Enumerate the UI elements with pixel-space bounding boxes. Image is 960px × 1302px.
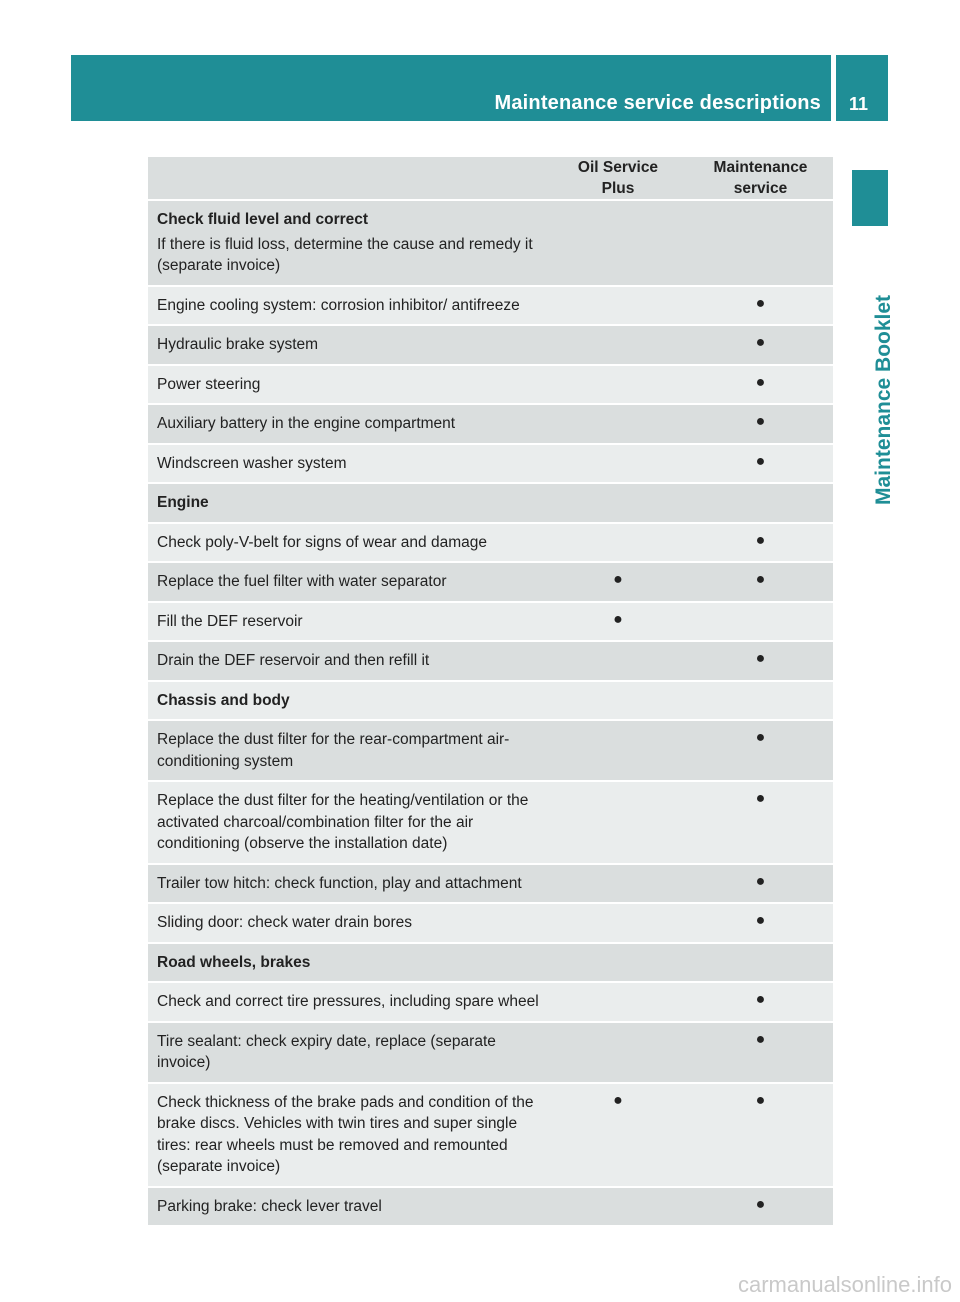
- maintenance-service-mark: ●: [688, 563, 833, 601]
- oil-service-plus-mark: [548, 287, 688, 325]
- row-description: [148, 983, 548, 1021]
- oil-service-plus-mark: [548, 721, 688, 780]
- section-heading: Engine: [157, 494, 209, 511]
- oil-service-plus-mark: [548, 642, 688, 680]
- oil-service-plus-mark: [548, 405, 688, 443]
- oil-service-plus-mark: [548, 326, 688, 364]
- row-description: [148, 524, 548, 562]
- row-description: [148, 1023, 548, 1082]
- table-row: [148, 983, 833, 1021]
- header-description: [148, 157, 548, 199]
- table-row: [148, 721, 833, 780]
- row-text: Replace the dust filter for the heating/ventilation or the activated charcoal/combination filter for the air conditioning (observe the installation date): [157, 792, 529, 852]
- section-row: [148, 682, 833, 720]
- row-text: Engine cooling system: corrosion inhibitor/ antifreeze: [157, 296, 520, 314]
- row-description: [148, 944, 548, 982]
- maintenance-service-mark: ●: [688, 782, 833, 863]
- row-description: [148, 326, 548, 364]
- maintenance-service-mark: ●: [688, 1023, 833, 1082]
- row-text: Tire sealant: check expiry date, replace (separate invoice): [157, 1032, 496, 1071]
- oil-service-plus-mark: [548, 983, 688, 1021]
- row-description: [148, 445, 548, 483]
- oil-service-plus-mark: [548, 1188, 688, 1226]
- row-description: [148, 642, 548, 680]
- table-row: [148, 642, 833, 680]
- section-heading: Road wheels, brakes: [157, 953, 311, 971]
- row-description: [148, 603, 548, 641]
- table-body: [148, 201, 833, 1225]
- side-tab: [852, 170, 888, 226]
- side-label: Maintenance Booklet: [872, 294, 895, 505]
- table-row: [148, 782, 833, 863]
- table-row: [148, 366, 833, 404]
- header-maintenance-service: Maintenance service: [688, 157, 833, 199]
- table-row: [148, 287, 833, 325]
- row-description: [148, 201, 548, 285]
- maintenance-service-mark: [688, 484, 833, 522]
- oil-service-plus-mark: [548, 201, 688, 285]
- page-number: 11: [849, 94, 869, 114]
- oil-service-plus-mark: [548, 944, 688, 982]
- row-text: Check and correct tire pressures, including spare wheel: [157, 993, 539, 1010]
- row-text: Auxiliary battery in the engine compartment: [157, 415, 456, 432]
- row-text: Check thickness of the brake pads and condition of the brake discs. Vehicles with twin tires and super single tires: rear wheels must be removed and remounted (separate invoice): [157, 1093, 534, 1175]
- table-row: [148, 326, 833, 364]
- row-description: [148, 366, 548, 404]
- maintenance-service-mark: ●: [688, 524, 833, 562]
- table-header-row: [148, 157, 833, 199]
- oil-service-plus-mark: [548, 366, 688, 404]
- section-row: [148, 944, 833, 982]
- maintenance-service-mark: ●: [688, 405, 833, 443]
- row-description: [148, 782, 548, 863]
- header-oil-service-plus: Oil Service Plus: [548, 157, 688, 199]
- maintenance-service-mark: ●: [688, 1084, 833, 1186]
- oil-service-plus-mark: [548, 1023, 688, 1082]
- row-text: Power steering: [157, 375, 261, 393]
- oil-service-plus-mark: [548, 484, 688, 522]
- row-description: [148, 904, 548, 942]
- table-row: [148, 1188, 833, 1226]
- row-description: [148, 287, 548, 325]
- section-heading: Check fluid level and correct: [157, 211, 369, 228]
- section-row: [148, 484, 833, 522]
- maintenance-service-mark: [688, 603, 833, 641]
- header-bar: [71, 55, 831, 121]
- row-text: Sliding door: check water drain bores: [157, 914, 413, 931]
- row-description: [148, 1084, 548, 1186]
- maintenance-service-mark: ●: [688, 445, 833, 483]
- watermark: carmanualsonline.info: [737, 1272, 952, 1297]
- row-description: [148, 865, 548, 903]
- section-title: Maintenance service descriptions: [494, 92, 821, 114]
- oil-service-plus-mark: [548, 445, 688, 483]
- maintenance-service-mark: [688, 682, 833, 720]
- table-row: [148, 603, 833, 641]
- oil-service-plus-mark: ●: [548, 603, 688, 641]
- section-heading: Chassis and body: [157, 691, 290, 709]
- table-row: [148, 563, 833, 601]
- row-text: Check poly-V-belt for signs of wear and damage: [157, 533, 487, 551]
- maintenance-service-mark: ●: [688, 287, 833, 325]
- table-row: [148, 904, 833, 942]
- maintenance-service-mark: ●: [688, 904, 833, 942]
- maintenance-service-mark: ●: [688, 326, 833, 364]
- oil-service-plus-mark: [548, 682, 688, 720]
- row-description: [148, 682, 548, 720]
- row-description: [148, 563, 548, 601]
- table-row: [148, 865, 833, 903]
- maintenance-service-mark: [688, 944, 833, 982]
- oil-service-plus-mark: ●: [548, 563, 688, 601]
- oil-service-plus-mark: [548, 904, 688, 942]
- maintenance-service-mark: [688, 201, 833, 285]
- row-text: Parking brake: check lever travel: [157, 1197, 382, 1215]
- oil-service-plus-mark: [548, 865, 688, 903]
- table-row: [148, 405, 833, 443]
- maintenance-service-mark: ●: [688, 865, 833, 903]
- maintenance-service-mark: ●: [688, 366, 833, 404]
- table-row: [148, 524, 833, 562]
- row-text: Windscreen washer system: [157, 454, 347, 472]
- row-text: Drain the DEF reservoir and then refill it: [157, 652, 430, 669]
- page-number-box: [836, 55, 888, 121]
- table-row: [148, 445, 833, 483]
- maintenance-service-mark: ●: [688, 983, 833, 1021]
- table-row: [148, 1084, 833, 1186]
- row-text: Hydraulic brake system: [157, 336, 319, 353]
- row-description: [148, 405, 548, 443]
- row-description: [148, 721, 548, 780]
- oil-service-plus-mark: [548, 782, 688, 863]
- row-text: Replace the fuel filter with water separator: [157, 573, 447, 590]
- section-note: If there is fluid loss, determine the cause and remedy it (separate invoice): [157, 235, 533, 274]
- row-text: Replace the dust filter for the rear-compartment air-conditioning system: [157, 731, 510, 770]
- maintenance-service-mark: ●: [688, 642, 833, 680]
- maintenance-table: [148, 155, 833, 1227]
- maintenance-service-mark: ●: [688, 1188, 833, 1226]
- row-text: Trailer tow hitch: check function, play and attachment: [157, 874, 522, 892]
- maintenance-service-mark: ●: [688, 721, 833, 780]
- row-description: [148, 1188, 548, 1226]
- row-description: [148, 484, 548, 522]
- oil-service-plus-mark: ●: [548, 1084, 688, 1186]
- section-row: [148, 201, 833, 285]
- oil-service-plus-mark: [548, 524, 688, 562]
- row-text: Fill the DEF reservoir: [157, 612, 303, 630]
- table-row: [148, 1023, 833, 1082]
